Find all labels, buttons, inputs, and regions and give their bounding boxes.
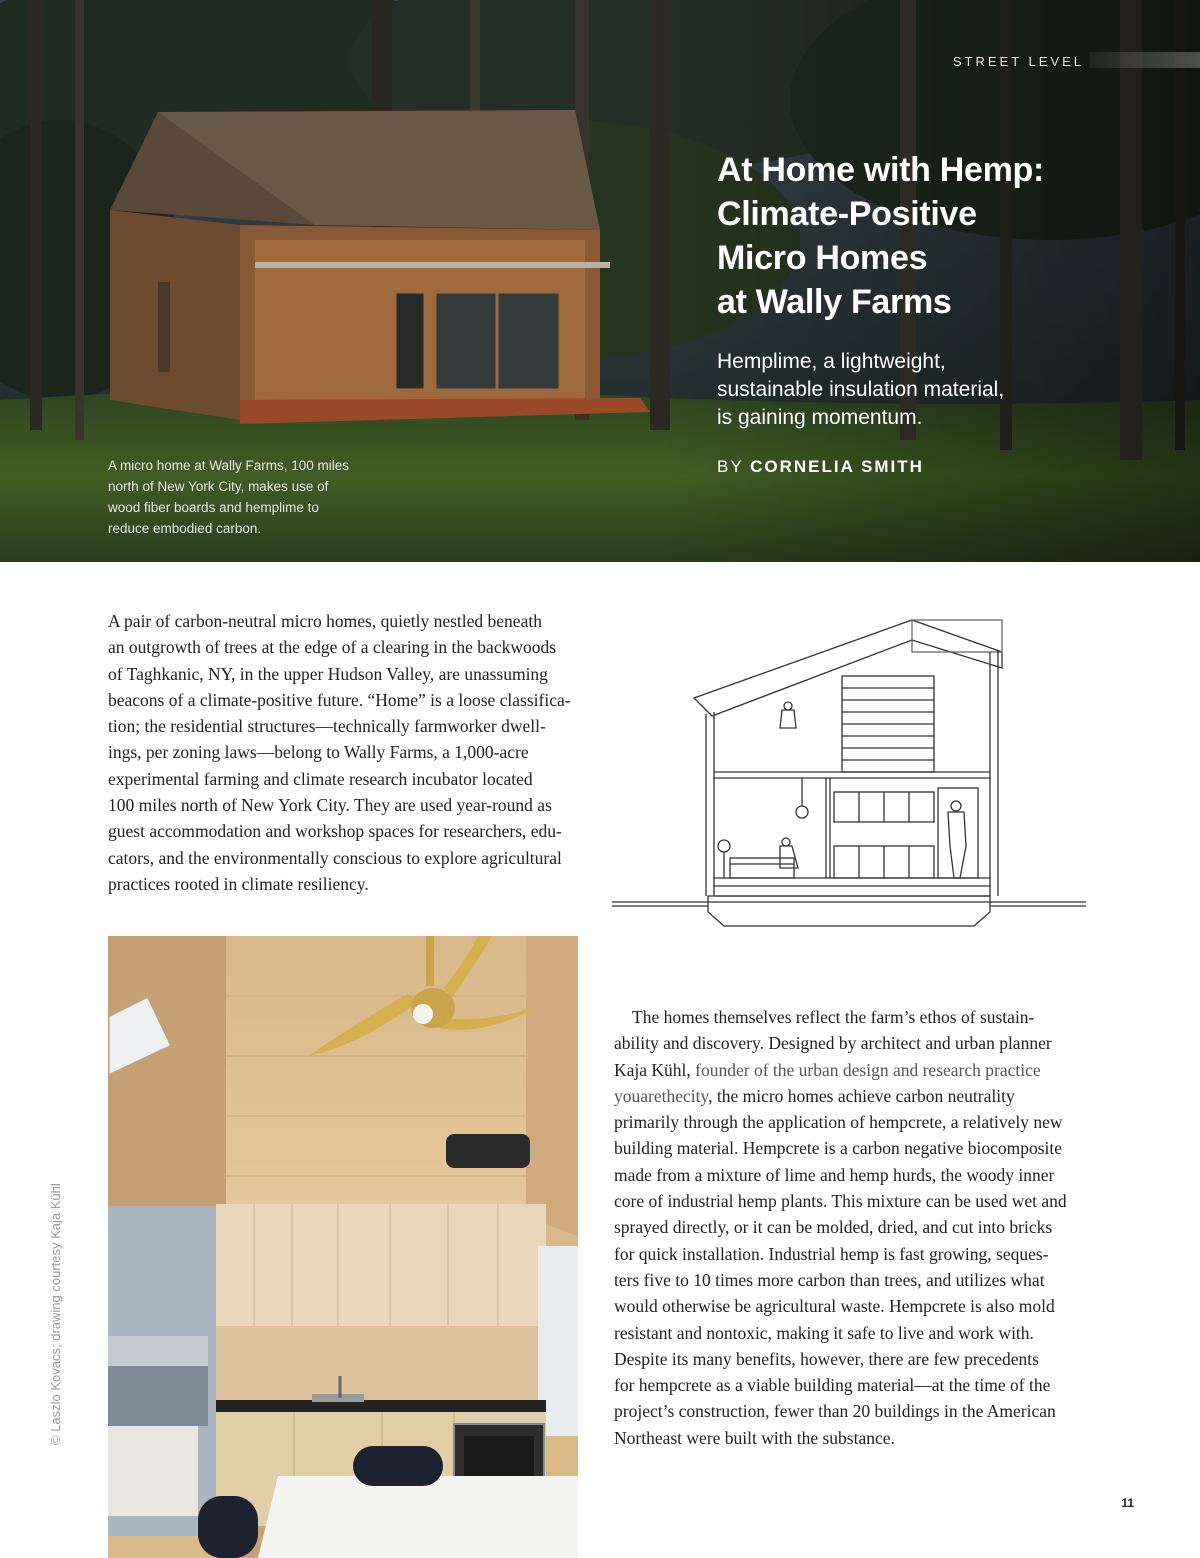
text-line bbox=[614, 1083, 1084, 1109]
headline-line: Climate-Positive bbox=[717, 195, 977, 233]
deck-line: Hemplime, a lightweight, bbox=[717, 350, 946, 373]
text-line: ability and discovery. Designed by architect and urban planner bbox=[614, 1033, 1052, 1054]
text-line: for quick installation. Industrial hemp is fast growing, seques- bbox=[614, 1243, 1049, 1264]
text-line: ings, per zoning laws—belong to Wally Farms, a 1,000-acre bbox=[108, 742, 529, 763]
text-line: guest accommodation and workshop spaces for researchers, edu- bbox=[108, 821, 562, 842]
section-label: STREET LEVEL bbox=[952, 54, 1084, 69]
text-line: made from a mixture of lime and hemp hurds, the woody inner bbox=[614, 1164, 1055, 1185]
byline bbox=[717, 457, 924, 477]
caption-line: A micro home at Wally Farms, 100 miles bbox=[108, 458, 350, 473]
byline-prefix: BY bbox=[717, 457, 744, 476]
photo-credit: © Laszlo Kovacs; drawing courtesy Kaja Kühl bbox=[48, 1183, 63, 1445]
caption-line: reduce embodied carbon. bbox=[108, 521, 262, 536]
hero-photo bbox=[0, 0, 1200, 562]
text-line: practices rooted in climate resiliency. bbox=[108, 873, 369, 894]
text-line: for hempcrete as a viable building material—at the time of the bbox=[614, 1375, 1051, 1396]
kitchen-interior-photo bbox=[108, 936, 578, 1558]
text-line: would otherwise be agricultural waste. Hempcrete is also mold bbox=[614, 1296, 1055, 1317]
body-paragraph-1 bbox=[108, 608, 578, 897]
text-line: 100 miles north of New York City. They are used year-round as bbox=[108, 795, 552, 816]
interior-photo bbox=[108, 936, 578, 1558]
text-line: Despite its many benefits, however, there are few precedents bbox=[614, 1348, 1039, 1369]
text-line: beacons of a climate-positive future. “Home” is a loose classifica- bbox=[108, 689, 571, 710]
text-line: an outgrowth of trees at the edge of a clearing in the backwoods bbox=[108, 637, 557, 658]
text-line: The homes themselves reflect the farm’s ethos of sustain- bbox=[632, 1007, 1035, 1027]
headline-line: At Home with Hemp: bbox=[717, 151, 1045, 189]
hero-caption bbox=[108, 455, 388, 539]
headline-line: Micro Homes bbox=[717, 239, 928, 277]
author-name: CORNELIA SMITH bbox=[750, 457, 924, 476]
text-line: Northeast were built with the substance. bbox=[614, 1427, 895, 1448]
article-deck bbox=[717, 348, 1137, 432]
section-drawing bbox=[612, 606, 1086, 936]
caption-line: wood fiber boards and hemplime to bbox=[108, 500, 319, 515]
text-line: A pair of carbon-neutral micro homes, quietly nestled beneath bbox=[108, 611, 542, 631]
section-rule bbox=[1090, 52, 1200, 68]
deck-line: is gaining momentum. bbox=[717, 406, 923, 429]
architect-description: founder of the urban design and research practice bbox=[695, 1059, 1041, 1080]
text-line: resistant and nontoxic, making it safe to live and work with. bbox=[614, 1322, 1034, 1343]
text-line: of Taghkanic, NY, in the upper Hudson Valley, are unassuming bbox=[108, 663, 548, 684]
text-line: cators, and the environmentally conscious to explore agricultural bbox=[108, 847, 562, 868]
deck-line: sustainable insulation material, bbox=[717, 378, 1005, 401]
caption-line: north of New York City, makes use of bbox=[108, 479, 329, 494]
text-line: tion; the residential structures—technically farmworker dwell- bbox=[108, 716, 546, 737]
article-headline bbox=[717, 148, 1157, 324]
text-line: primarily through the application of hempcrete, a relatively new bbox=[614, 1112, 1063, 1133]
text-line: project’s construction, fewer than 20 buildings in the American bbox=[614, 1401, 1056, 1422]
text-line: experimental farming and climate research incubator located bbox=[108, 768, 533, 789]
text-line: sprayed directly, or it can be molded, dried, and cut into bricks bbox=[614, 1217, 1053, 1238]
text-line: ters five to 10 times more carbon than trees, and utilizes what bbox=[614, 1269, 1045, 1290]
text-line: building material. Hempcrete is a carbon negative biocomposite bbox=[614, 1138, 1063, 1159]
headline-line: at Wally Farms bbox=[717, 283, 952, 321]
body-paragraph-2 bbox=[614, 1004, 1084, 1451]
text-line: core of industrial hemp plants. This mixture can be used wet and bbox=[614, 1191, 1067, 1212]
practice-name: youarethecity bbox=[614, 1085, 709, 1106]
architect-name: Kaja Kühl, bbox=[614, 1059, 696, 1080]
house-section-drawing bbox=[612, 606, 1086, 936]
text-line bbox=[614, 1057, 1084, 1083]
page-number: 11 bbox=[1121, 1496, 1134, 1510]
text-fragment: , the micro homes achieve carbon neutrality bbox=[708, 1085, 1015, 1106]
